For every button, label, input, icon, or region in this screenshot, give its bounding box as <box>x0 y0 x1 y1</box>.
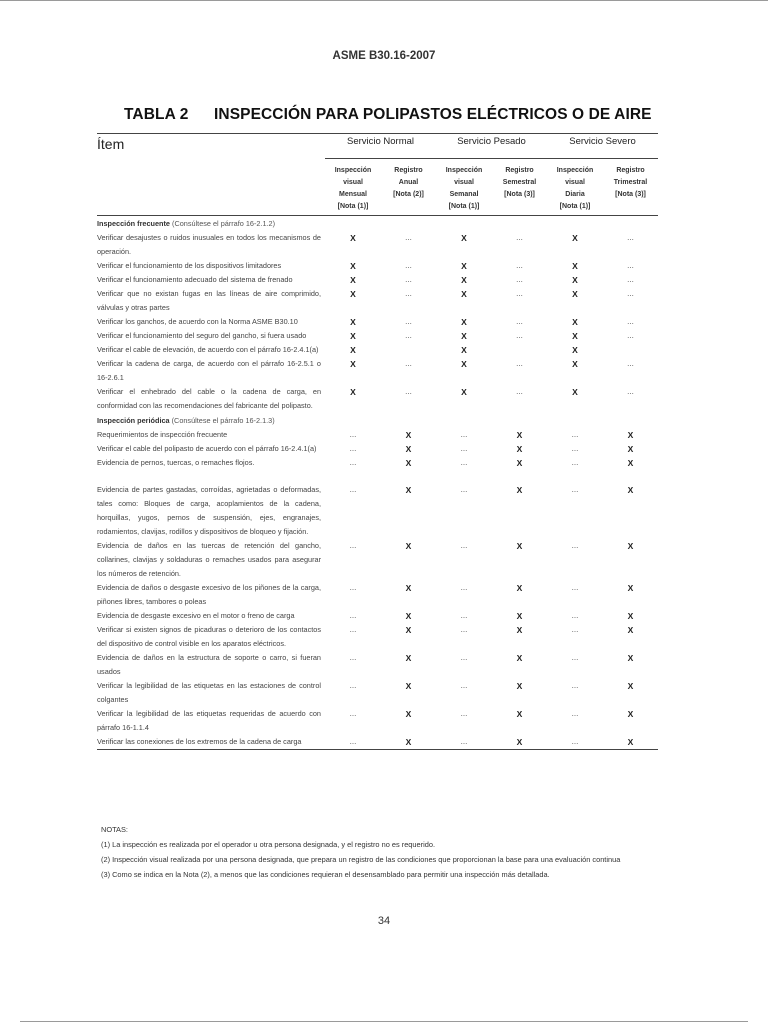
table-number: TABLA 2 <box>124 106 189 123</box>
check-mark: X <box>492 735 547 750</box>
check-mark: X <box>516 458 523 468</box>
item-description: Evidencia de desgaste excesivo en el motor o freno de carga <box>97 611 295 620</box>
empty-mark: ... <box>627 289 634 298</box>
check-mark: X <box>516 653 523 663</box>
bottom-rule <box>20 1021 748 1022</box>
item-description: Verificar que no existan fugas en las líneas de aire comprimido, válvulas y otras partes <box>97 289 321 312</box>
subheader-5 <box>603 159 658 216</box>
check-mark: X <box>461 289 467 299</box>
item-column-header: Ítem <box>97 134 325 159</box>
empty-mark: ... <box>460 541 468 550</box>
inspection-table <box>97 133 658 750</box>
table-row <box>97 287 658 315</box>
table-row <box>97 623 658 651</box>
table-row <box>97 343 658 357</box>
check-mark: X <box>516 681 523 691</box>
item-description: Verificar la cadena de carga, de acuerdo con el párrafo 16-2.5.1 o 16-2.6.1 <box>97 359 321 382</box>
check-mark: X <box>405 485 412 495</box>
item-description: Requerimientos de inspección frecuente <box>97 430 228 439</box>
empty-mark: ... <box>349 444 357 453</box>
check-mark: X <box>516 709 523 719</box>
check-mark: X <box>627 653 634 663</box>
subheader-line: [Nota (3)] <box>615 191 646 198</box>
section-frequent <box>97 216 658 232</box>
empty-mark: ... <box>460 583 468 592</box>
table-row <box>97 735 658 750</box>
item-description: Verificar el funcionamiento adecuado del sistema de frenado <box>97 275 293 284</box>
section-frequent-label: Inspección frecuente <box>97 219 170 228</box>
top-rule <box>0 0 768 1</box>
empty-mark: ... <box>349 485 357 494</box>
subheader-3 <box>492 159 547 216</box>
check-mark: X <box>572 387 578 397</box>
check-mark: X <box>572 289 578 299</box>
check-mark: X <box>350 345 356 355</box>
check-mark: X <box>627 430 634 440</box>
empty-mark: ... <box>516 317 523 326</box>
section-periodic <box>97 413 658 428</box>
empty-mark: ... <box>516 233 523 242</box>
item-description: Verificar si existen signos de picaduras o deterioro de los contactos del dispositivo de control visible en los aparatos eléctricos. <box>97 625 321 648</box>
empty-mark: ... <box>516 331 523 340</box>
subheader-line: Inspección <box>556 167 594 174</box>
empty-mark: ... <box>516 275 523 284</box>
check-mark: X <box>381 735 436 750</box>
check-mark: X <box>627 458 634 468</box>
empty-mark <box>381 343 436 357</box>
empty-mark: ... <box>460 625 468 634</box>
check-mark: X <box>516 444 523 454</box>
empty-mark: ... <box>325 735 381 750</box>
check-mark: X <box>405 709 412 719</box>
empty-mark: ... <box>405 331 412 340</box>
item-description: Verificar el cable del polipasto de acuerdo con el párrafo 16-2.4.1(a) <box>97 444 317 453</box>
check-mark: X <box>627 611 634 621</box>
empty-mark <box>492 343 547 357</box>
subheader-0 <box>325 159 381 216</box>
empty-mark: ... <box>516 261 523 270</box>
table-row <box>97 273 658 287</box>
check-mark: X <box>572 275 578 285</box>
table-row <box>97 581 658 609</box>
empty-mark <box>603 343 658 357</box>
check-mark: X <box>405 653 412 663</box>
page-number: 34 <box>377 915 391 927</box>
empty-mark: ... <box>405 289 412 298</box>
empty-mark: ... <box>349 611 357 620</box>
subheader-line: Inspección <box>445 167 483 174</box>
subheader-line: Semanal <box>449 191 479 198</box>
item-description: Evidencia de daños en las tuercas de retención del gancho, collarines, clavijas y soldaduras o remaches usados para asegurar los números de retención. <box>97 541 321 578</box>
subheader-line: Registro <box>505 167 534 174</box>
empty-mark: ... <box>460 485 468 494</box>
subheader-line: visual <box>454 179 474 186</box>
empty-mark: ... <box>405 359 412 368</box>
subheader-line: Diaria <box>565 191 585 198</box>
empty-mark: ... <box>627 233 634 242</box>
subheader-1 <box>381 159 436 216</box>
check-mark: X <box>603 735 658 750</box>
check-mark: X <box>516 430 523 440</box>
table-row <box>97 231 658 259</box>
empty-mark: ... <box>571 458 579 467</box>
check-mark: X <box>350 317 356 327</box>
subheader-4 <box>547 159 603 216</box>
check-mark: X <box>461 387 467 397</box>
empty-mark: ... <box>349 709 357 718</box>
table-row <box>97 679 658 707</box>
empty-mark: ... <box>571 541 579 550</box>
empty-mark: ... <box>627 317 634 326</box>
empty-mark: ... <box>460 653 468 662</box>
notes-heading: NOTAS: <box>101 825 128 834</box>
check-mark: X <box>572 359 578 369</box>
empty-mark: ... <box>571 583 579 592</box>
check-mark: X <box>572 345 578 355</box>
check-mark: X <box>627 583 634 593</box>
empty-mark: ... <box>516 387 523 396</box>
subheader-line: [Nota (1)] <box>448 203 480 210</box>
check-mark: X <box>572 261 578 271</box>
check-mark: X <box>627 709 634 719</box>
empty-mark: ... <box>627 275 634 284</box>
subheader-line: [Nota (3)] <box>504 191 535 198</box>
subheader-line: Trimestral <box>613 179 648 186</box>
check-mark: X <box>405 430 412 440</box>
item-description: Verificar el funcionamiento de los dispositivos limitadores <box>97 261 282 270</box>
check-mark: X <box>350 331 356 341</box>
subheader-line: Registro <box>616 167 645 174</box>
table-row <box>97 315 658 329</box>
check-mark: X <box>516 625 523 635</box>
empty-mark: ... <box>460 709 468 718</box>
check-mark: X <box>405 583 412 593</box>
section-frequent-cell <box>97 216 658 232</box>
check-mark: X <box>461 359 467 369</box>
note-1: (1) La inspección es realizada por el operador u otra persona designada, y el registro no es requerido. <box>101 840 436 849</box>
table-row <box>97 609 658 623</box>
item-description: Evidencia de daños en la estructura de soporte o carro, si fueran usados <box>97 653 321 676</box>
subheader-line: Semestral <box>502 179 537 186</box>
item-description: Verificar el funcionamiento del seguro del gancho, si fuera usado <box>97 331 307 340</box>
item-description: Verificar desajustes o ruidos inusuales en todos los mecanismos de operación. <box>97 233 321 256</box>
subheader-line: [Nota (2)] <box>393 191 424 198</box>
empty-mark: ... <box>349 653 357 662</box>
table-row <box>97 707 658 735</box>
subheader-line: Mensual <box>338 191 367 198</box>
subheader-line: Registro <box>394 167 423 174</box>
check-mark: X <box>461 261 467 271</box>
item-description: Verificar las conexiones de los extremos de la cadena de carga <box>97 735 325 750</box>
table-row <box>97 428 658 442</box>
empty-mark: ... <box>571 444 579 453</box>
empty-mark: ... <box>436 735 492 750</box>
subheader-line: [Nota (1)] <box>559 203 591 210</box>
item-description: Evidencia de pernos, tuercas, o remaches flojos. <box>97 458 255 467</box>
empty-mark: ... <box>571 681 579 690</box>
item-description: Verificar la legibilidad de las etiquetas en las estaciones de control colgantes <box>97 681 321 704</box>
item-description: Evidencia de partes gastadas, corroídas, agrietadas o deformadas, tales como: Bloques de carga, acoplamientos de la cadena, horquillas, yugos, pernos de suspensión, ejes, engranajes, rodamientos, clavijas, rodillos y dispositivos de bloqueo y fijación. <box>97 485 321 536</box>
check-mark: X <box>516 583 523 593</box>
empty-mark: ... <box>571 611 579 620</box>
empty-mark: ... <box>349 681 357 690</box>
section-frequent-reference: (Consúltese el párrafo 16-2.1.2) <box>170 219 276 228</box>
item-description: Evidencia de daños o desgaste excesivo de los piñones de la carga, piñones libres, tambores o poleas <box>97 583 321 606</box>
section-periodic-label: Inspección periódica <box>97 416 170 425</box>
item-description: Verificar los ganchos, de acuerdo con la Norma ASME B30.10 <box>97 317 298 326</box>
empty-mark: ... <box>571 625 579 634</box>
item-description: Verificar el enhebrado del cable o la cadena de carga, en conformidad con las recomendaciones del fabricante del polipasto. <box>97 387 321 410</box>
table-row <box>97 470 658 539</box>
subheader-line: visual <box>343 179 363 186</box>
service-severe-header: Servicio Severo <box>547 134 658 159</box>
check-mark: X <box>405 681 412 691</box>
table-row <box>97 456 658 470</box>
empty-mark: ... <box>460 430 468 439</box>
empty-mark: ... <box>460 444 468 453</box>
empty-mark: ... <box>627 387 634 396</box>
table-row <box>97 329 658 343</box>
empty-mark: ... <box>349 541 357 550</box>
empty-mark: ... <box>349 458 357 467</box>
check-mark: X <box>627 541 634 551</box>
empty-mark: ... <box>571 709 579 718</box>
check-mark: X <box>350 359 356 369</box>
check-mark: X <box>627 625 634 635</box>
check-mark: X <box>516 485 523 495</box>
empty-mark: ... <box>460 611 468 620</box>
notes-section <box>101 822 661 882</box>
check-mark: X <box>350 289 356 299</box>
check-mark: X <box>461 345 467 355</box>
item-description: Verificar el cable de elevación, de acuerdo con el párrafo 16-2.4.1(a) <box>97 345 319 354</box>
table-row <box>97 385 658 413</box>
check-mark: X <box>461 331 467 341</box>
check-mark: X <box>350 387 356 397</box>
empty-mark: ... <box>405 317 412 326</box>
check-mark: X <box>572 331 578 341</box>
table-title <box>124 106 652 124</box>
subheader-line: visual <box>565 179 585 186</box>
empty-mark: ... <box>516 359 523 368</box>
table-row <box>97 259 658 273</box>
empty-mark: ... <box>349 583 357 592</box>
check-mark: X <box>627 444 634 454</box>
empty-mark: ... <box>460 681 468 690</box>
empty-mark: ... <box>627 261 634 270</box>
table-row <box>97 539 658 581</box>
note-3: (3) Como se indica en la Nota (2), a menos que las condiciones requieran el desensamblado para permitir una inspección más detallada. <box>101 870 550 879</box>
empty-mark: ... <box>405 261 412 270</box>
empty-mark: ... <box>405 387 412 396</box>
check-mark: X <box>572 317 578 327</box>
check-mark: X <box>572 233 578 243</box>
subheader-line: Anual <box>398 179 419 186</box>
subheader-line: Inspección <box>334 167 372 174</box>
check-mark: X <box>405 625 412 635</box>
empty-mark: ... <box>349 625 357 634</box>
subheader-2 <box>436 159 492 216</box>
document-header: ASME B30.16-2007 <box>332 50 436 62</box>
empty-mark: ... <box>571 485 579 494</box>
check-mark: X <box>461 317 467 327</box>
table-row <box>97 651 658 679</box>
check-mark: X <box>516 611 523 621</box>
empty-mark: ... <box>571 430 579 439</box>
empty-mark: ... <box>571 653 579 662</box>
check-mark: X <box>461 275 467 285</box>
check-mark: X <box>516 541 523 551</box>
check-mark: X <box>461 233 467 243</box>
empty-mark: ... <box>405 275 412 284</box>
empty-mark: ... <box>627 359 634 368</box>
empty-mark: ... <box>349 430 357 439</box>
empty-mark: ... <box>627 331 634 340</box>
note-2: (2) Inspección visual realizada por una persona designada, que prepara un registro de las condiciones que proporcionan la base para una evaluación continua <box>101 855 621 864</box>
item-description: Verificar la legibilidad de las etiquetas requeridas de acuerdo con párrafo 16-1.1.4 <box>97 709 321 732</box>
table-title-text: INSPECCIÓN PARA POLIPASTOS ELÉCTRICOS O DE AIRE <box>214 106 652 123</box>
check-mark: X <box>627 681 634 691</box>
check-mark: X <box>350 261 356 271</box>
empty-mark: ... <box>547 735 603 750</box>
check-mark: X <box>405 611 412 621</box>
empty-mark: ... <box>460 458 468 467</box>
section-periodic-cell <box>97 413 658 428</box>
item-header-blank <box>97 159 325 216</box>
check-mark: X <box>627 485 634 495</box>
check-mark: X <box>405 444 412 454</box>
check-mark: X <box>405 541 412 551</box>
section-periodic-reference: (Consúltese el párrafo 16-2.1.3) <box>169 416 275 425</box>
check-mark: X <box>350 275 356 285</box>
table-row <box>97 357 658 385</box>
empty-mark: ... <box>516 289 523 298</box>
empty-mark: ... <box>405 233 412 242</box>
service-normal-header: Servicio Normal <box>325 134 436 159</box>
service-heavy-header: Servicio Pesado <box>436 134 547 159</box>
table-row <box>97 442 658 456</box>
subheader-line: [Nota (1)] <box>337 203 369 210</box>
check-mark: X <box>405 458 412 468</box>
check-mark: X <box>350 233 356 243</box>
